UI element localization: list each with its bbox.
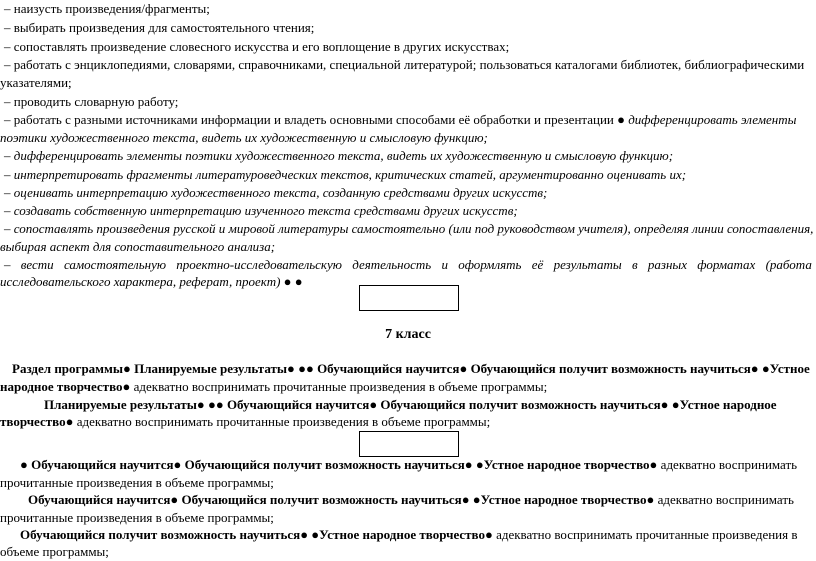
para-4-line1 xyxy=(28,491,812,509)
word: форматах xyxy=(697,257,756,272)
bullet-choose-works: – выбирать произведения для самостоятельного чтения; xyxy=(4,20,315,35)
bullet-info-sources-italic: дифференцировать элементы xyxy=(628,112,797,127)
para-5-regular: адекватно воспринимать прочитанные произведения в xyxy=(496,527,798,542)
grade-heading: 7 класс xyxy=(385,327,431,342)
bullet-info-sources-line2: поэтики художественного текста, видеть их художественную и смысловую функцию; xyxy=(0,130,488,145)
bullet-compare-literature-line1: – сопоставлять произведения русской и мировой литературы самостоятельно (или под руководством учителя), определяя линии сопоставления, xyxy=(4,221,814,236)
word: оформлять xyxy=(458,257,522,272)
empty-frame-box xyxy=(359,285,459,311)
word: её xyxy=(531,257,544,272)
bullet-interpret-fragments: – интерпретировать фрагменты литературоведческих текстов, критических статей, аргументированно оценивать их; xyxy=(4,167,687,182)
para-5-line1 xyxy=(20,526,812,544)
word: – xyxy=(4,257,11,272)
para-1-line1 xyxy=(12,360,812,378)
para-4-regular: адекватно воспринимать xyxy=(657,492,794,507)
para-2-line2-regular: адекватно воспринимать прочитанные произведения в объеме программы; xyxy=(76,414,491,429)
bullet-info-sources-line1 xyxy=(4,111,816,129)
para-3-line2: прочитанные произведения в объеме программы; xyxy=(0,475,274,490)
word: проектно-исследовательскую xyxy=(176,257,342,272)
para-5-line2: объеме программы; xyxy=(0,544,109,559)
empty-frame-box-2 xyxy=(359,431,459,457)
para-3-bold: ● Обучающийся научится● Обучающийся получит возможность научиться● ●Устное народное творчество● xyxy=(20,457,658,472)
para-1-line2-bold: народное творчество● xyxy=(0,379,131,394)
word: вести xyxy=(20,257,54,272)
bullet-vocabulary-work: – проводить словарную работу; xyxy=(4,94,179,109)
word: в xyxy=(631,257,638,272)
bullet-differentiate: – дифференцировать элементы поэтики художественного текста, видеть их художественную и смысловую функцию; xyxy=(4,148,674,163)
para-2-line1 xyxy=(44,396,812,414)
para-2-bold: Планируемые результаты● ●● Обучающийся научится● Обучающийся получит возможность научиться● ●Устное народное xyxy=(44,397,777,412)
word: результаты xyxy=(553,257,622,272)
bullet-encyclopedias-line1: – работать с энциклопедиями, словарями, справочниками, специальной литературой; пользоваться каталогами библиотек, библиографическими xyxy=(4,57,805,72)
para-5-bold: Обучающийся получит возможность научиться● ●Устное народное творчество● xyxy=(20,527,493,542)
word: деятельность xyxy=(352,257,432,272)
bullet-project-work-line2: исследовательского характера, реферат, проект) ● ● xyxy=(0,274,303,289)
para-2-line2 xyxy=(0,413,812,431)
para-4-line2: прочитанные произведения в объеме программы; xyxy=(0,510,274,525)
para-1-line2-regular: адекватно воспринимать прочитанные произведения в объеме программы; xyxy=(133,379,548,394)
bullet-compare-arts: – сопоставлять произведение словесного искусства и его воплощение в других искусствах; xyxy=(4,39,510,54)
bullet-memorize: – наизусть произведения/фрагменты; xyxy=(4,1,210,16)
bullet-evaluate-interpretation: – оценивать интерпретацию художественного текста, созданную средствами других искусств; xyxy=(4,185,548,200)
para-1-line2 xyxy=(0,378,812,396)
bullet-encyclopedias-line2: указателями; xyxy=(0,75,72,90)
bullet-compare-literature-line2: выбирая аспект для сопоставительного анализа; xyxy=(0,239,276,254)
bullet-info-sources-regular: – работать с разными источниками информации и владеть основными способами её обработки и презентации ● xyxy=(4,112,625,127)
para-1-bold: Раздел программы● Планируемые результаты● ●● Обучающийся научится● Обучающийся получит возможность научиться● ●Устное xyxy=(12,361,810,376)
word: и xyxy=(441,257,448,272)
word: разных xyxy=(647,257,688,272)
para-4-bold: Обучающийся научится● Обучающийся получит возможность научиться● ●Устное народное творчество● xyxy=(28,492,655,507)
word: самостоятельную xyxy=(63,257,167,272)
para-3-line1 xyxy=(20,456,812,474)
bullet-project-work-line1 xyxy=(4,256,812,274)
para-3-regular: адекватно воспринимать xyxy=(660,457,798,472)
word: (работа xyxy=(765,257,812,272)
para-2-line2-bold: творчество● xyxy=(0,414,74,429)
bullet-own-interpretation: – создавать собственную интерпретацию изученного текста средствами других искусств; xyxy=(4,203,518,218)
